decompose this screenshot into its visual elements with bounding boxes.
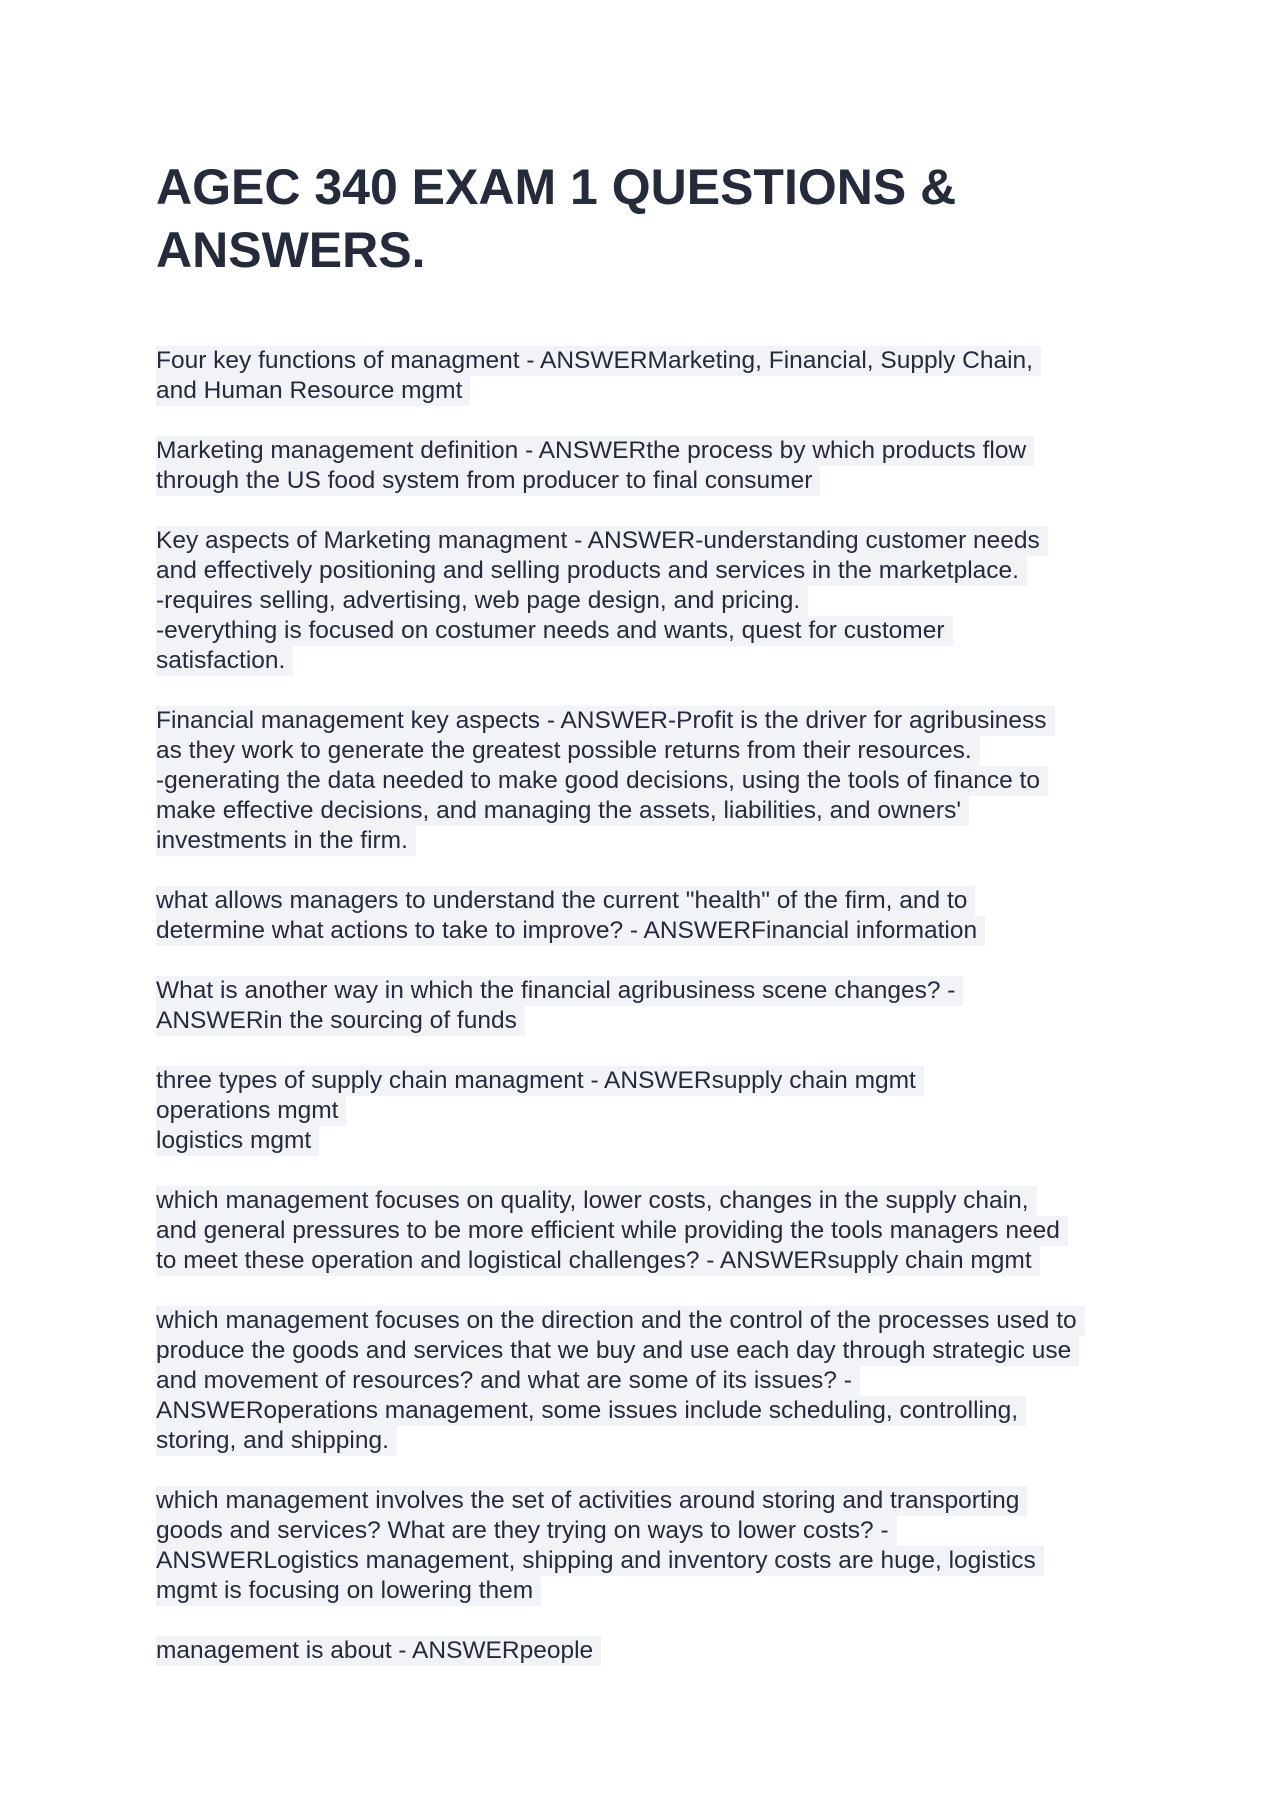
qa-text-line: mgmt is focusing on lowering them: [156, 1576, 541, 1606]
qa-text-line: make effective decisions, and managing the assets, liabilities, and owners': [156, 796, 969, 826]
qa-item: [156, 1186, 1136, 1276]
qa-text-line: ANSWERLogistics management, shipping and inventory costs are huge, logistics: [156, 1546, 1044, 1576]
qa-text-line: storing, and shipping.: [156, 1426, 397, 1456]
qa-text-line: which management focuses on quality, lower costs, changes in the supply chain,: [156, 1186, 1037, 1216]
qa-text-line: which management focuses on the direction and the control of the processes used to: [156, 1306, 1085, 1336]
qa-text-line: and effectively positioning and selling products and services in the marketplace.: [156, 556, 1027, 586]
qa-item: [156, 346, 1136, 406]
qa-text-line: through the US food system from producer to final consumer: [156, 466, 820, 496]
qa-text-line: as they work to generate the greatest possible returns from their resources.: [156, 736, 980, 766]
qa-text-line: management is about - ANSWERpeople: [156, 1636, 601, 1666]
qa-text-line: Four key functions of managment - ANSWERMarketing, Financial, Supply Chain,: [156, 346, 1041, 376]
qa-text-line: which management involves the set of activities around storing and transporting: [156, 1486, 1027, 1516]
qa-text-line: satisfaction.: [156, 646, 293, 676]
qa-item: [156, 526, 1136, 676]
qa-list: [156, 346, 1136, 1666]
qa-text-line: Marketing management definition - ANSWERthe process by which products flow: [156, 436, 1034, 466]
qa-text-line: Financial management key aspects - ANSWER-Profit is the driver for agribusiness: [156, 706, 1055, 736]
qa-text-line: -everything is focused on costumer needs and wants, quest for customer: [156, 616, 953, 646]
qa-item: [156, 436, 1136, 496]
qa-item: [156, 976, 1136, 1036]
qa-text-line: and Human Resource mgmt: [156, 376, 470, 406]
document-page: [156, 156, 1136, 1696]
qa-text-line: logistics mgmt: [156, 1126, 319, 1156]
qa-text-line: and movement of resources? and what are some of its issues? -: [156, 1366, 860, 1396]
qa-text-line: operations mgmt: [156, 1096, 346, 1126]
qa-text-line: What is another way in which the financial agribusiness scene changes? -: [156, 976, 963, 1006]
qa-text-line: investments in the firm.: [156, 826, 416, 856]
qa-item: [156, 1636, 1136, 1666]
qa-item: [156, 1486, 1136, 1606]
qa-text-line: -generating the data needed to make good decisions, using the tools of finance to: [156, 766, 1048, 796]
qa-item: [156, 886, 1136, 946]
qa-item: [156, 1306, 1136, 1456]
qa-text-line: what allows managers to understand the current "health" of the firm, and to: [156, 886, 975, 916]
qa-text-line: ANSWERoperations management, some issues include scheduling, controlling,: [156, 1396, 1026, 1426]
qa-text-line: to meet these operation and logistical challenges? - ANSWERsupply chain mgmt: [156, 1246, 1040, 1276]
qa-text-line: determine what actions to take to improve? - ANSWERFinancial information: [156, 916, 985, 946]
qa-text-line: -requires selling, advertising, web page design, and pricing.: [156, 586, 808, 616]
document-title: AGEC 340 EXAM 1 QUESTIONS & ANSWERS.: [156, 159, 957, 278]
qa-item: [156, 1066, 1136, 1156]
qa-text-line: and general pressures to be more efficient while providing the tools managers need: [156, 1216, 1068, 1246]
qa-text-line: ANSWERin the sourcing of funds: [156, 1006, 525, 1036]
qa-text-line: Key aspects of Marketing managment - ANSWER-understanding customer needs: [156, 526, 1048, 556]
qa-text-line: goods and services? What are they trying on ways to lower costs? -: [156, 1516, 897, 1546]
qa-text-line: three types of supply chain managment - ANSWERsupply chain mgmt: [156, 1066, 924, 1096]
qa-item: [156, 706, 1136, 856]
qa-text-line: produce the goods and services that we buy and use each day through strategic use: [156, 1336, 1079, 1366]
